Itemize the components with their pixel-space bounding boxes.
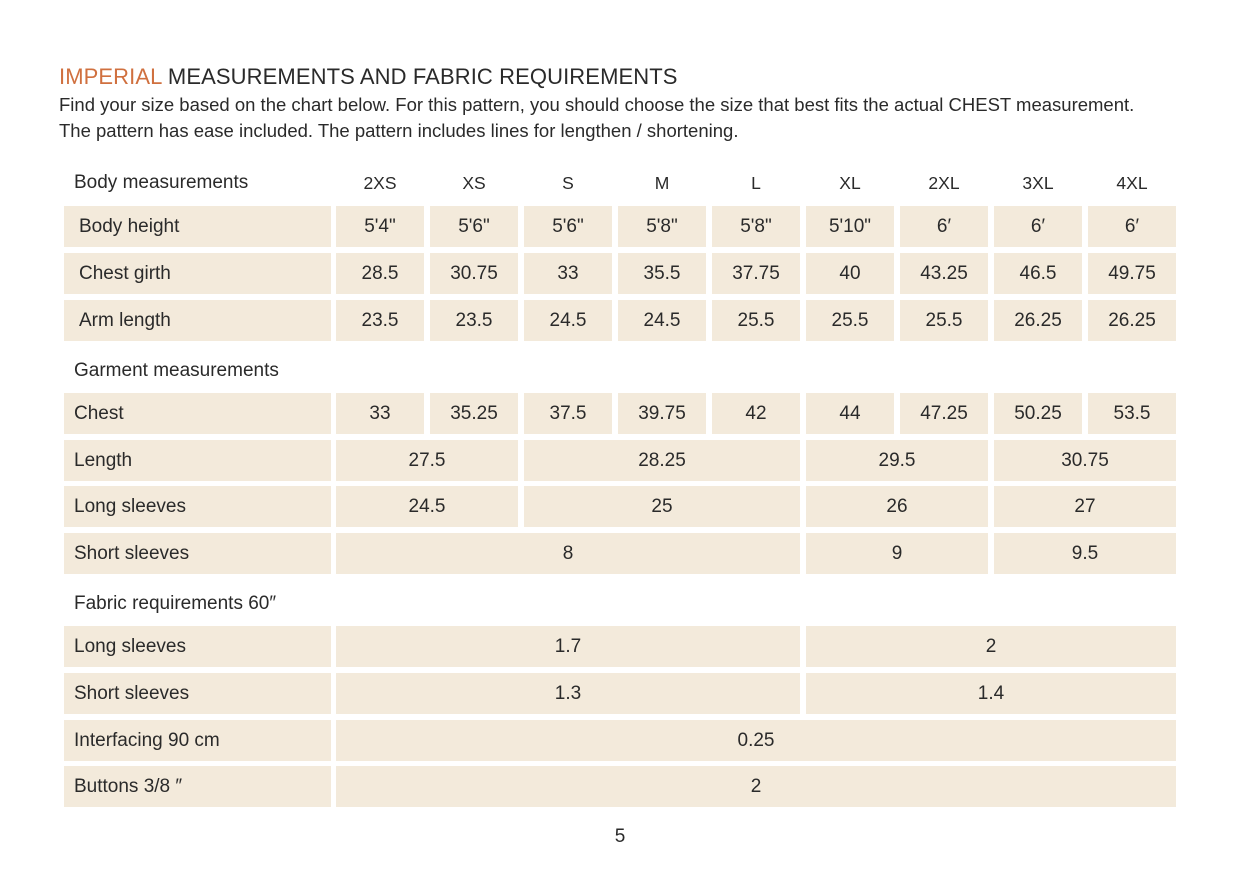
title-accent: IMPERIAL: [59, 64, 162, 89]
garment-value-cell: 35.25: [430, 393, 518, 434]
page-number: 5: [614, 826, 626, 847]
body-value-cell: 46.5: [994, 253, 1082, 294]
body-value-cell: 6′: [994, 206, 1082, 247]
garment-value-cell: 39.75: [618, 393, 706, 434]
body-value-cell: 37.75: [712, 253, 800, 294]
fabric-value-cell: 2: [806, 626, 1176, 667]
body-value-cell: 33: [524, 253, 612, 294]
garment-value-cell: 42: [712, 393, 800, 434]
garment-value-cell: 27.5: [336, 440, 518, 481]
body-value-cell: 5'4": [336, 206, 424, 247]
garment-value-cell: 9: [806, 533, 988, 574]
fabric-value-cell: 1.4: [806, 673, 1176, 714]
garment-value-cell: 29.5: [806, 440, 988, 481]
garment-value-cell: 37.5: [524, 393, 612, 434]
size-header-l: L: [751, 172, 761, 193]
garment-value-cell: 30.75: [994, 440, 1176, 481]
garment-value-cell: 53.5: [1088, 393, 1176, 434]
title-rest: MEASUREMENTS AND FABRIC REQUIREMENTS: [161, 64, 678, 89]
garment-value-cell: 24.5: [336, 486, 518, 527]
section-title-fabric: Fabric requirements 60″: [74, 593, 277, 614]
size-header-m: M: [654, 172, 670, 193]
fabric-value-cell: 2: [336, 766, 1176, 807]
body-value-cell: 30.75: [430, 253, 518, 294]
garment-value-cell: 47.25: [900, 393, 988, 434]
body-value-cell: 5'8": [712, 206, 800, 247]
section-title-garment: Garment measurements: [74, 360, 279, 381]
body-value-cell: 5'6": [524, 206, 612, 247]
body-value-cell: 28.5: [336, 253, 424, 294]
body-value-cell: 24.5: [524, 300, 612, 341]
garment-row-label-chest: Chest: [64, 393, 331, 434]
body-value-cell: 5'6": [430, 206, 518, 247]
size-header-xs: XS: [462, 172, 486, 193]
body-row-label-chest-girth: Chest girth: [64, 253, 331, 294]
garment-value-cell: 33: [336, 393, 424, 434]
body-value-cell: 23.5: [336, 300, 424, 341]
garment-value-cell: 8: [336, 533, 800, 574]
body-value-cell: 6′: [900, 206, 988, 247]
body-value-cell: 5'10": [806, 206, 894, 247]
garment-value-cell: 27: [994, 486, 1176, 527]
garment-value-cell: 25: [524, 486, 800, 527]
size-header-2xl: 2XL: [928, 172, 960, 193]
size-header-s: S: [562, 172, 574, 193]
fabric-row-label-interfacing-90-cm: Interfacing 90 cm: [64, 720, 331, 761]
garment-row-label-length: Length: [64, 440, 331, 481]
fabric-row-label-long-sleeves: Long sleeves: [64, 626, 331, 667]
body-value-cell: 26.25: [1088, 300, 1176, 341]
garment-row-label-long-sleeves: Long sleeves: [64, 486, 331, 527]
body-value-cell: 49.75: [1088, 253, 1176, 294]
fabric-value-cell: 1.3: [336, 673, 800, 714]
page-title: [59, 64, 678, 90]
body-value-cell: 24.5: [618, 300, 706, 341]
fabric-value-cell: 0.25: [336, 720, 1176, 761]
body-value-cell: 6′: [1088, 206, 1176, 247]
body-value-cell: 43.25: [900, 253, 988, 294]
body-row-label-arm-length: Arm length: [64, 300, 331, 341]
body-row-label-body-height: Body height: [64, 206, 331, 247]
fabric-row-label-buttons-3-8: Buttons 3/8 ″: [64, 766, 331, 807]
body-value-cell: 25.5: [900, 300, 988, 341]
garment-value-cell: 9.5: [994, 533, 1176, 574]
garment-value-cell: 44: [806, 393, 894, 434]
body-value-cell: 35.5: [618, 253, 706, 294]
intro-text: Find your size based on the chart below. For this pattern, you should choose the size that best fits the actual CHEST measurement. The pattern has ease included. The pattern includes lines for lengthen / shortening.: [59, 94, 1135, 141]
body-value-cell: 26.25: [994, 300, 1082, 341]
section-title-body: Body measurements: [74, 172, 249, 193]
size-header-3xl: 3XL: [1022, 172, 1054, 193]
body-value-cell: 23.5: [430, 300, 518, 341]
body-value-cell: 5'8": [618, 206, 706, 247]
body-value-cell: 25.5: [712, 300, 800, 341]
garment-value-cell: 28.25: [524, 440, 800, 481]
size-header-4xl: 4XL: [1116, 172, 1148, 193]
garment-row-label-short-sleeves: Short sleeves: [64, 533, 331, 574]
body-value-cell: 40: [806, 253, 894, 294]
size-header-xl: XL: [839, 172, 861, 193]
garment-value-cell: 50.25: [994, 393, 1082, 434]
fabric-row-label-short-sleeves: Short sleeves: [64, 673, 331, 714]
body-value-cell: 25.5: [806, 300, 894, 341]
fabric-value-cell: 1.7: [336, 626, 800, 667]
size-header-2xs: 2XS: [363, 172, 397, 193]
garment-value-cell: 26: [806, 486, 988, 527]
